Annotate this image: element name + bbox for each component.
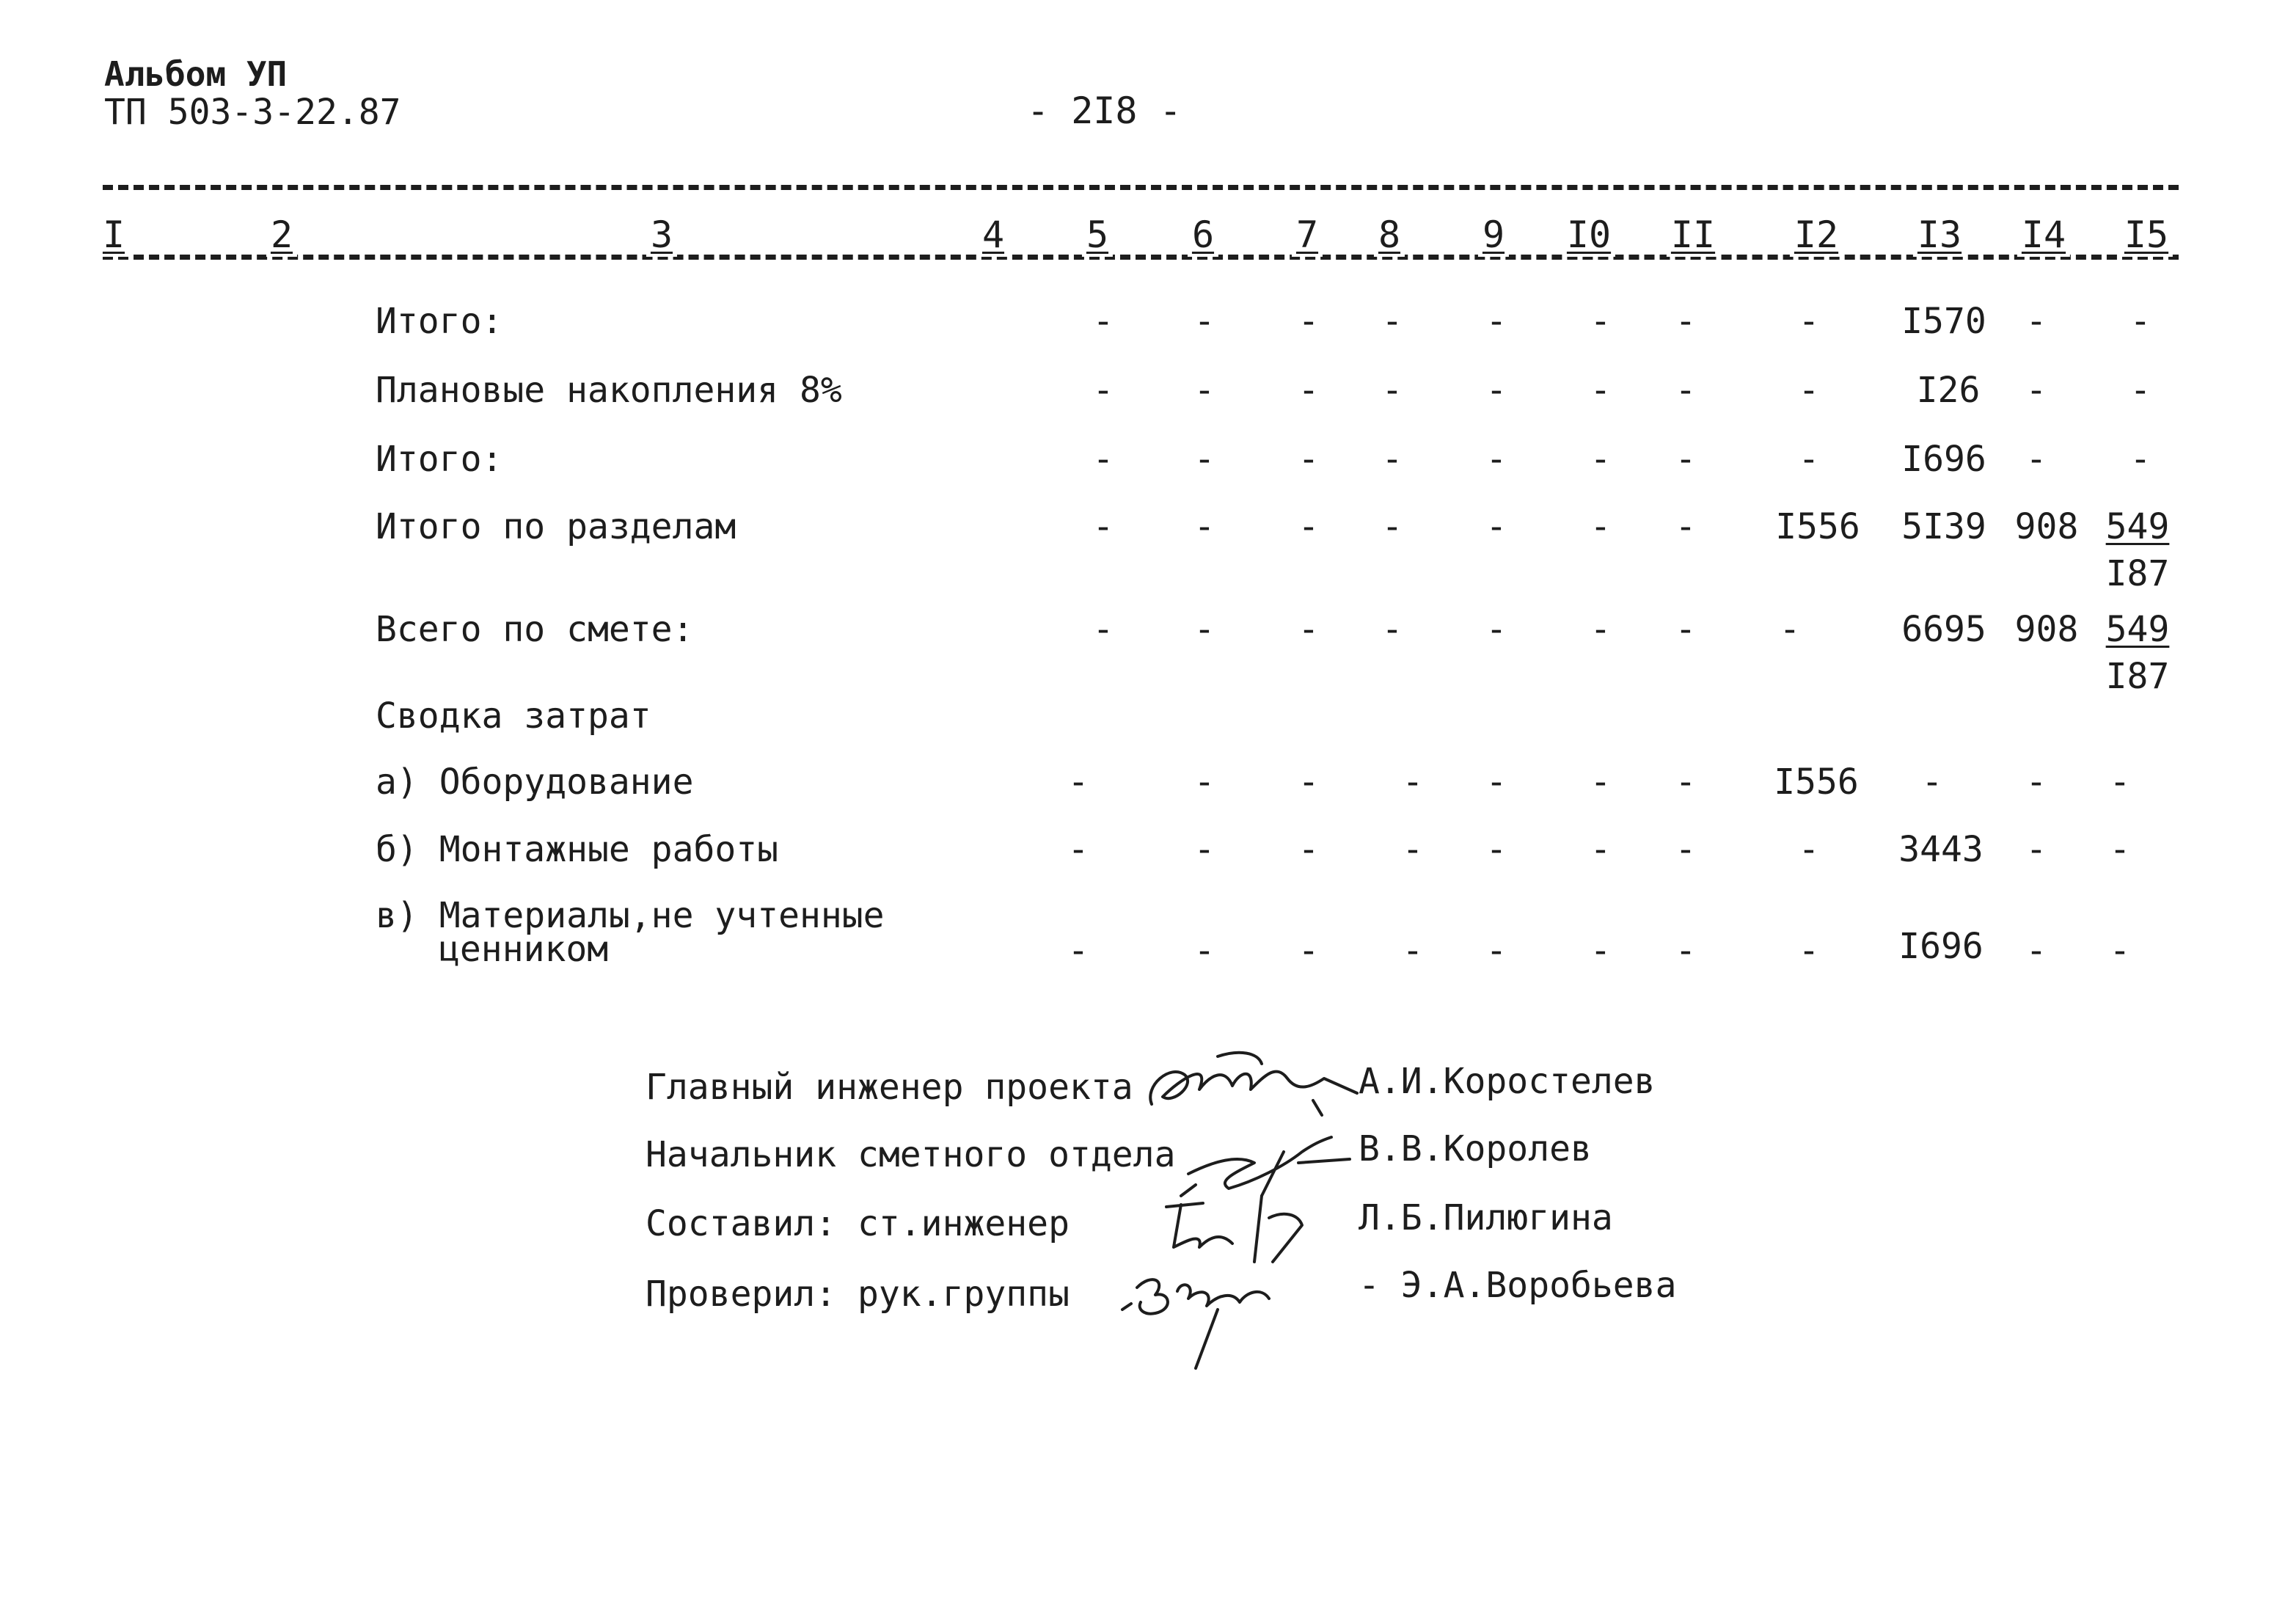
table-cell: -: [1381, 609, 1403, 650]
signatory-name: Л.Б.Пилюгина: [1359, 1197, 1613, 1238]
table-cell: -: [2025, 370, 2047, 411]
table-cell: -: [1590, 370, 1612, 411]
table-cell: 908: [2014, 609, 2079, 650]
signatory-role: Составил: ст.инженер: [646, 1203, 1070, 1244]
table-cell: -: [2025, 439, 2047, 480]
table-cell: -: [2025, 930, 2047, 971]
table-cell: -: [1402, 762, 1424, 803]
column-header: I2: [1790, 214, 1843, 257]
table-cell: -: [2109, 930, 2131, 971]
table-cell: -: [1092, 506, 1114, 547]
table-cell: -: [1092, 439, 1114, 480]
row-label-continuation: ценником: [439, 929, 609, 970]
table-cell: -: [1779, 609, 1801, 650]
table-cell: -: [2025, 829, 2047, 870]
table-cell: -: [1298, 506, 1320, 547]
table-cell: I696: [1901, 439, 1986, 480]
table-cell: -: [1381, 506, 1403, 547]
table-cell: -: [2109, 762, 2131, 803]
table-cell: -: [1590, 762, 1612, 803]
header-top-rule: [103, 185, 2179, 190]
table-cell-extra: I87: [2105, 656, 2170, 697]
table-cell: 908: [2014, 506, 2079, 547]
table-cell: -: [1675, 609, 1697, 650]
table-cell: -: [1381, 301, 1403, 342]
column-header: I0: [1562, 214, 1615, 257]
table-cell: -: [1193, 762, 1215, 803]
table-cell: -: [1675, 829, 1697, 870]
table-cell: -: [1092, 301, 1114, 342]
row-label: Итого по разделам: [376, 506, 736, 547]
table-cell: -: [1067, 930, 1089, 971]
table-cell: 3443: [1898, 829, 1984, 870]
table-cell: -: [1485, 762, 1507, 803]
table-cell: 6695: [1901, 609, 1986, 650]
table-cell: -: [2129, 370, 2151, 411]
table-cell: -: [1402, 930, 1424, 971]
column-header: 3: [646, 214, 677, 257]
table-cell: -: [1193, 829, 1215, 870]
table-cell: -: [1298, 762, 1320, 803]
table-cell: -: [1193, 506, 1215, 547]
table-cell: -: [1485, 301, 1507, 342]
signatory-role: Проверил: рук.группы: [646, 1274, 1070, 1315]
table-cell: -: [1798, 439, 1820, 480]
column-header: I5: [2120, 214, 2173, 257]
column-header: 5: [1082, 214, 1113, 257]
table-cell: I696: [1898, 926, 1984, 967]
handwritten-signature: [1152, 1188, 1320, 1269]
album-title: Альбом УП: [104, 54, 288, 94]
page-number: - 2I8 -: [1027, 90, 1182, 132]
table-cell: -: [1402, 829, 1424, 870]
table-cell: -: [2109, 829, 2131, 870]
table-cell: -: [1485, 370, 1507, 411]
table-cell: -: [1485, 439, 1507, 480]
table-cell: I26: [1916, 370, 1981, 411]
table-cell: -: [1298, 829, 1320, 870]
table-cell: -: [1193, 439, 1215, 480]
signatory-role: Начальник сметного отдела: [646, 1134, 1176, 1175]
row-label: Плановые накопления 8%: [376, 370, 842, 411]
signatory-name: А.И.Коростелев: [1359, 1061, 1656, 1102]
table-cell: -: [1590, 506, 1612, 547]
row-label: Итого:: [376, 301, 503, 342]
column-header: 6: [1188, 214, 1218, 257]
row-label: Итого:: [376, 439, 503, 480]
table-cell: -: [1067, 829, 1089, 870]
column-header: I3: [1913, 214, 1966, 257]
table-cell: -: [1193, 930, 1215, 971]
table-cell: -: [1092, 370, 1114, 411]
table-cell: -: [1590, 829, 1612, 870]
table-cell: -: [2129, 301, 2151, 342]
table-cell: -: [1485, 609, 1507, 650]
header-bottom-rule: [103, 255, 2179, 260]
section-heading: Сводка затрат: [376, 695, 651, 737]
table-cell: -: [2025, 762, 2047, 803]
table-cell: -: [1798, 370, 1820, 411]
table-cell: -: [1298, 609, 1320, 650]
table-cell: -: [1590, 609, 1612, 650]
table-cell: 549: [2105, 506, 2170, 547]
table-cell: -: [1298, 439, 1320, 480]
table-cell: -: [1590, 301, 1612, 342]
table-cell: -: [1485, 506, 1507, 547]
table-cell: -: [1590, 439, 1612, 480]
table-cell: -: [1675, 370, 1697, 411]
signatory-role: Главный инженер проекта: [646, 1067, 1133, 1108]
column-header: 4: [978, 214, 1009, 257]
table-cell: -: [1193, 370, 1215, 411]
table-cell: -: [1798, 829, 1820, 870]
column-header: 2: [266, 214, 297, 257]
table-cell: I556: [1775, 506, 1860, 547]
table-cell: -: [1298, 301, 1320, 342]
column-header: II: [1667, 214, 1719, 257]
table-cell: -: [1298, 930, 1320, 971]
table-cell: -: [1067, 762, 1089, 803]
table-cell: I570: [1901, 301, 1986, 342]
handwritten-signature: [1115, 1258, 1313, 1376]
table-cell: -: [1193, 301, 1215, 342]
table-cell: -: [1381, 439, 1403, 480]
column-header: 8: [1374, 214, 1405, 257]
document-code: ТП 503-3-22.87: [104, 92, 401, 133]
row-label: б) Монтажные работы: [376, 829, 779, 870]
table-cell: -: [1675, 762, 1697, 803]
table-cell: -: [1921, 762, 1943, 803]
table-cell: 5I39: [1901, 506, 1986, 547]
row-label: а) Оборудование: [376, 762, 694, 803]
column-header: I: [98, 214, 129, 257]
row-label: в) Материалы,не учтенные: [376, 895, 885, 936]
table-cell: -: [1675, 301, 1697, 342]
table-cell: -: [1675, 506, 1697, 547]
table-cell: -: [1675, 439, 1697, 480]
table-cell: -: [1798, 930, 1820, 971]
table-cell: -: [1485, 829, 1507, 870]
table-cell: -: [1675, 930, 1697, 971]
table-cell-extra: I87: [2105, 553, 2170, 594]
table-cell: -: [1193, 609, 1215, 650]
row-label: Всего по смете:: [376, 609, 694, 650]
column-header: I4: [2017, 214, 2070, 257]
signatory-name: В.В.Королев: [1359, 1128, 1592, 1169]
handwritten-signature: [1130, 1034, 1372, 1122]
table-cell: -: [1298, 370, 1320, 411]
signatory-name: - Э.А.Воробьева: [1359, 1265, 1677, 1306]
table-cell: -: [1798, 301, 1820, 342]
table-cell: -: [1092, 609, 1114, 650]
table-cell: -: [1485, 930, 1507, 971]
table-cell: 549: [2105, 609, 2170, 650]
table-cell: I556: [1774, 762, 1859, 803]
column-header: 7: [1292, 214, 1323, 257]
table-cell: -: [2025, 301, 2047, 342]
table-cell: -: [1590, 930, 1612, 971]
table-cell: -: [2129, 439, 2151, 480]
table-cell: -: [1381, 370, 1403, 411]
column-header: 9: [1478, 214, 1509, 257]
